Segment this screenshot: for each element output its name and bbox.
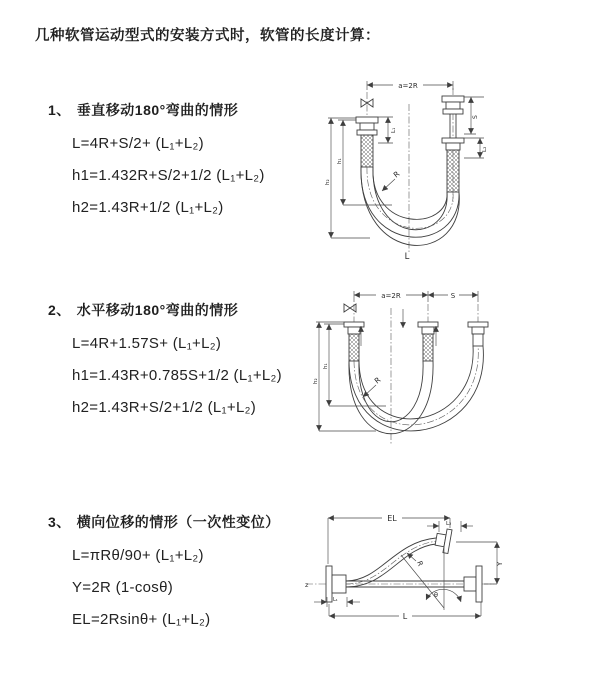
hose-u-curves bbox=[349, 346, 483, 434]
dimension-l1 bbox=[314, 597, 360, 607]
formula-h1: h1=1.43R+0.785S+1/2 (L₁+L₂) bbox=[72, 367, 282, 384]
lateral-displacement-diagram bbox=[298, 504, 600, 644]
dim-label-s: S bbox=[450, 292, 456, 300]
formula-l: L=4R+1.57S+ (L₁+L₂) bbox=[72, 335, 222, 352]
dim-label-l1: L₁ bbox=[391, 127, 397, 133]
formula-el: EL=2Rsinθ+ (L₁+L₂) bbox=[72, 611, 211, 628]
dim-label-l-bottom: L bbox=[404, 252, 410, 262]
tilted-flange bbox=[434, 527, 452, 553]
radius-callout bbox=[382, 169, 401, 191]
braid-section bbox=[447, 150, 459, 192]
dim-label-h2: h₂ bbox=[325, 179, 331, 185]
dim-label-h1: h₁ bbox=[337, 158, 343, 164]
formula-l: L=πRθ/90+ (L₁+L₂) bbox=[72, 547, 204, 564]
formula-h2: h2=1.43R+S/2+1/2 (L₁+L₂) bbox=[72, 399, 257, 416]
dim-label-l1: L₁ bbox=[333, 597, 338, 603]
vertical-180-bend-diagram bbox=[310, 70, 595, 262]
dim-label-r: R bbox=[391, 169, 402, 180]
centerlines bbox=[354, 304, 478, 444]
dimension-s bbox=[464, 97, 484, 134]
horizontal-180-bend-diagram bbox=[306, 284, 598, 458]
dimension-el bbox=[328, 512, 450, 564]
section-3-formulas bbox=[48, 540, 280, 636]
middle-end-fitting bbox=[418, 322, 438, 361]
section-lateral-displacement bbox=[48, 512, 280, 636]
braid-section bbox=[361, 135, 373, 167]
section-3-title: 横向位移的情形（一次性变位） bbox=[76, 514, 280, 530]
braid-section bbox=[349, 334, 359, 361]
section-2-formulas bbox=[48, 328, 282, 424]
dimension-s bbox=[428, 289, 478, 300]
displaced-hose bbox=[346, 527, 452, 587]
section-vertical-movement bbox=[48, 100, 265, 224]
formula-h2: h2=1.43R+1/2 (L₁+L₂) bbox=[72, 199, 224, 216]
formula-h1: h1=1.432R+S/2+1/2 (L₁+L₂) bbox=[72, 167, 265, 184]
dimension-l2 bbox=[464, 138, 488, 158]
dim-label-el: EL bbox=[387, 514, 397, 523]
vertical-180-bend-drawing bbox=[310, 70, 595, 262]
dim-label-l: L bbox=[402, 612, 408, 621]
dimension-l1 bbox=[378, 117, 397, 143]
centerlines bbox=[367, 88, 453, 252]
dim-label-h1: h₁ bbox=[323, 363, 329, 369]
braid-section bbox=[423, 334, 433, 361]
section-1-heading bbox=[48, 100, 265, 120]
dim-label-l2: L₂ bbox=[482, 146, 488, 152]
dimension-l bbox=[329, 602, 481, 621]
section-1-title: 垂直移动180°弯曲的情形 bbox=[76, 102, 239, 118]
dim-label-a2r: a=2R bbox=[381, 292, 401, 300]
lateral-displacement-drawing bbox=[298, 504, 600, 644]
section-3-number: 3、 bbox=[48, 514, 71, 530]
formula-l: L=4R+S/2+ (L₁+L₂) bbox=[72, 135, 204, 152]
section-2-title: 水平移动180°弯曲的情形 bbox=[76, 302, 239, 318]
dim-label-y: Y bbox=[496, 561, 504, 566]
centerline-z-mark: z bbox=[305, 581, 309, 589]
dimension-a2r bbox=[367, 79, 453, 90]
radius-callout bbox=[363, 375, 382, 397]
dimension-h2 bbox=[313, 322, 376, 431]
dim-label-l2: L₂ bbox=[446, 521, 452, 527]
section-3-heading bbox=[48, 512, 280, 532]
hose-u-curves bbox=[361, 167, 459, 245]
dim-label-theta: θ bbox=[434, 591, 438, 599]
dim-label-r: R bbox=[415, 559, 425, 568]
horizontal-180-bend-drawing bbox=[306, 284, 598, 458]
right-end-fitting bbox=[442, 96, 464, 192]
section-2-number: 2、 bbox=[48, 302, 71, 318]
section-horizontal-movement bbox=[48, 300, 282, 424]
formula-y: Y=2R (1-cosθ) bbox=[72, 579, 174, 596]
dim-label-r: R bbox=[372, 375, 383, 386]
dim-label-h2: h₂ bbox=[313, 378, 319, 384]
left-end-fitting bbox=[356, 117, 378, 167]
dimension-a2r bbox=[354, 289, 478, 302]
section-1-number: 1、 bbox=[48, 102, 71, 118]
shifted-end-fitting bbox=[468, 322, 488, 346]
dim-label-a2r: a=2R bbox=[398, 82, 418, 90]
section-1-formulas bbox=[48, 128, 265, 224]
page-title: 几种软管运动型式的安装方式时，软管的长度计算： bbox=[35, 28, 380, 44]
dim-label-s: S bbox=[472, 115, 479, 119]
section-2-heading bbox=[48, 300, 282, 320]
